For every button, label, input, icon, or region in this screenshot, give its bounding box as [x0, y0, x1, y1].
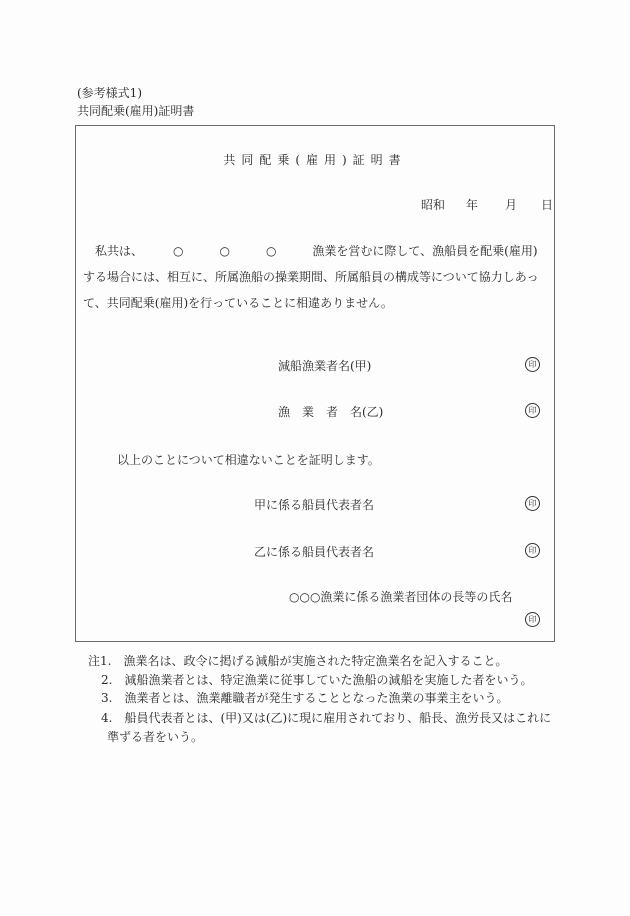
- date-day: 日: [541, 198, 554, 212]
- declaration-line-3: て、共同配乗(雇用)を行っていることに相違ありません。: [83, 296, 393, 310]
- signature-label-kou: 減船漁業者名(甲): [278, 359, 372, 373]
- signature-label-otsu: 漁 業 者 名(乙): [278, 405, 384, 419]
- declaration-line-1: 私共は、 ○ ○ ○ 漁業を営むに際して、漁船員を配乗(雇用): [83, 244, 538, 258]
- declaration-paragraph: [83, 238, 551, 316]
- note-4: 4. 船員代表者とは、(甲)又は(乙)に現に雇用されており、船長、漁労長又はこれに: [101, 711, 552, 725]
- association-head-label: ○○○漁業に係る漁業者団体の長等の氏名: [289, 590, 513, 604]
- seal-icon: 印: [525, 496, 540, 511]
- note-4-continued: 準ずる者をいう。: [107, 730, 204, 744]
- date-era: 昭和: [421, 198, 446, 212]
- seal-icon: 印: [525, 612, 540, 627]
- reference-label: (参考様式1): [77, 86, 142, 100]
- date-month: 月: [505, 198, 518, 212]
- certify-statement: 以上のことについて相違ないことを証明します。: [117, 453, 380, 467]
- seal-icon: 印: [525, 543, 540, 558]
- representative-label-kou: 甲に係る船員代表者名: [254, 498, 375, 512]
- document-subtitle: 共同配乗(雇用)証明書: [77, 104, 195, 118]
- note-1: 注1. 漁業名は、政令に掲げる減船が実施された特定漁業名を記入すること。: [88, 654, 508, 668]
- seal-icon: 印: [525, 403, 540, 418]
- declaration-line-2: する場合には、相互に、所属漁船の操業期間、所属船員の構成等について協力しあっ: [83, 270, 539, 284]
- certificate-title: 共同配乗(雇用)証明書: [223, 153, 407, 167]
- note-3: 3. 漁業者とは、漁業離職者が発生することとなった漁業の事業主をいう。: [101, 691, 509, 705]
- representative-label-otsu: 乙に係る船員代表者名: [254, 545, 375, 559]
- note-2: 2. 減船漁業者とは、特定漁業に従事していた漁船の減船を実施した者をいう。: [101, 673, 533, 687]
- certificate-frame: [75, 125, 555, 642]
- date-year: 年: [466, 198, 479, 212]
- seal-icon: 印: [525, 357, 540, 372]
